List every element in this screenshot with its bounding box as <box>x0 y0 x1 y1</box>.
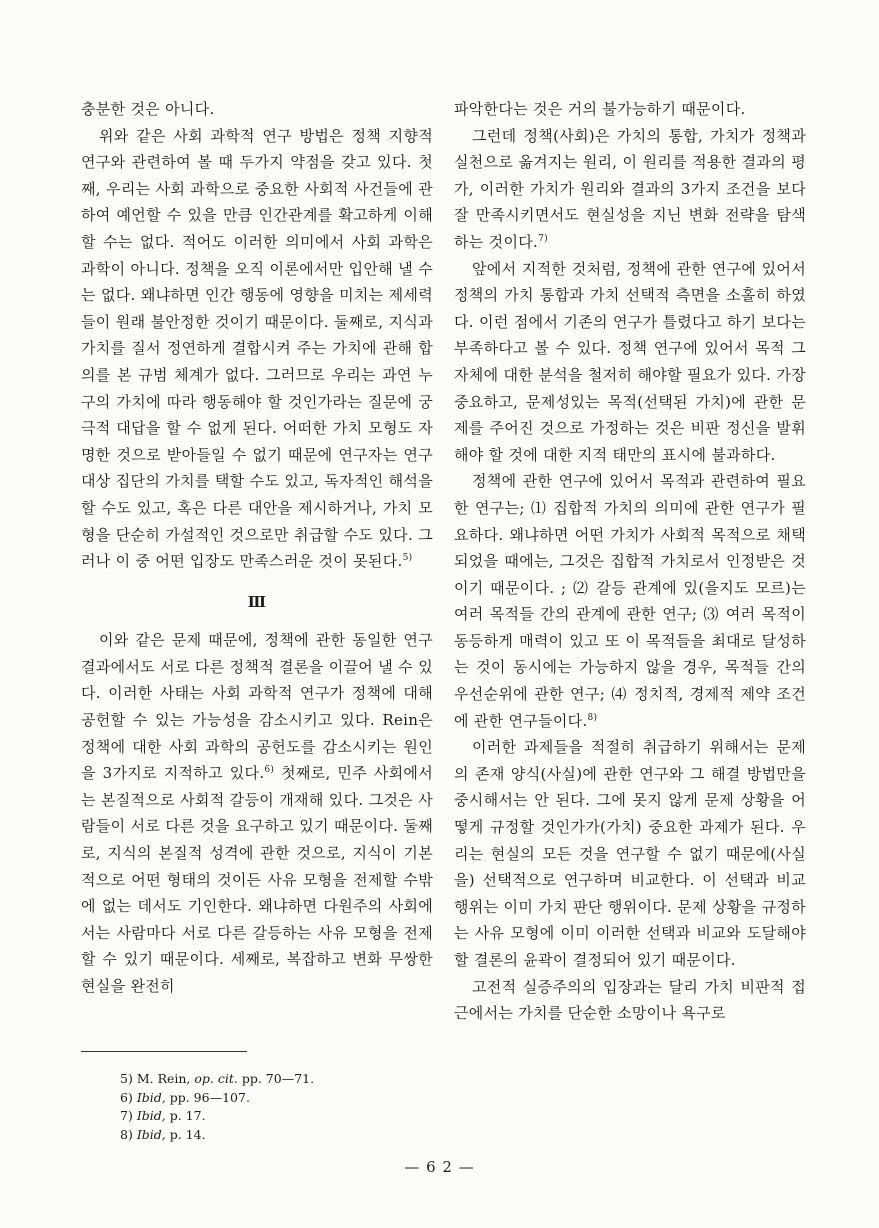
footnote <box>120 1070 520 1089</box>
right-column <box>454 96 806 1027</box>
footnote-number: 8) <box>120 1126 133 1142</box>
paragraph <box>81 123 433 575</box>
page-number: — 6 2 — <box>404 1158 475 1176</box>
footnote-pages: p. 17. <box>169 1108 206 1124</box>
paragraph <box>454 256 806 469</box>
footnote-ref: 5) <box>402 553 413 564</box>
left-column <box>81 96 433 1000</box>
paragraph-text: 앞에서 지적한 것처럼, 정책에 관한 연구에 있어서 정책의 가치 통합과 가치 선택적 측면을 소홀히 하였다. 이런 점에서 기존의 연구가 틀렸다고 하기 보다는 부족하다고 볼 수 있다. 정책 연구에 있어서 목적 그 자체에 대한 분석을 철저히 해야할 필요가 있다. 가장 중요하고, 문제성있는 목적(선택된 가치)에 관한 문제를 주어진 것으로 가정하는 것은 비판 정신을 발휘해야 할 것에 대한 지적 태만의 표시에 불과하다. <box>454 259 806 464</box>
paragraph-text: 그런데 정책(사회)은 가치의 통합, 가치가 정책과 실천으로 옮겨지는 원리, 이 원리를 적용한 결과의 평가, 이러한 가치가 원리와 결과의 3가지 조건을 보다 잘 만족시키면서도 현실성을 지닌 변화 전략을 탐색하는 것이다. <box>454 126 806 251</box>
section-heading: Ⅲ <box>247 592 267 611</box>
paragraph <box>81 96 433 123</box>
paragraph <box>454 468 806 734</box>
footnote-pages: pp. 96—107. <box>169 1089 250 1105</box>
footnote-pages: p. 14. <box>169 1126 206 1142</box>
paragraph-text: 정책에 관한 연구에 있어서 목적과 관련하여 필요한 연구는; ⑴ 집합적 가치의 의미에 관한 연구가 필요하다. 왜냐하면 어떤 가치가 사회적 목적으로 채택되었을 때에는, 그것은 집합적 가치로서 인정받은 것이기 때문이다. ; ⑵ 갈등 관계에 있(을지도 모르)는 여러 목적들 간의 관계에 관한 연구; ⑶ 여러 목적이 동등하게 매력이 있고 또 이 목적들을 최대로 달성하는 것이 동시에는 가능하지 않을 경우, 목적들 간의 우선순위에 관한 연구; ⑷ 정치적, 경제적 제약 조건에 관한 연구들이다. <box>454 472 806 730</box>
footnote-ref: 7) <box>538 233 548 244</box>
footnote <box>120 1107 520 1126</box>
paragraph <box>454 974 806 1027</box>
footnote-reference: op. cit. <box>194 1071 238 1086</box>
paragraph-text: 충분한 것은 아니다. <box>81 100 215 118</box>
footnote-ref: 8) <box>587 712 598 723</box>
footnote-reference: Ibid, <box>136 1126 166 1142</box>
paragraph <box>454 734 806 973</box>
footnote <box>120 1089 520 1108</box>
paragraph-text: 위와 같은 사회 과학적 연구 방법은 정책 지향적 연구와 관련하여 볼 때 두가지 약점을 갖고 있다. 첫째, 우리는 사회 과학으로 중요한 사회적 사건들에 관하여 예언할 수 있을 만큼 인간관계를 확고하게 이해할 수는 없다. 적어도 이러한 의미에서 사회 과학은 과학이 아니다. 정책을 오직 이론에서만 입안해 낼 수는 없다. 왜냐하면 인간 행동에 영향을 미치는 제세력들이 원래 불안정한 것이기 때문이다. 둘째로, 지식과 가치를 질서 정연하게 결합시켜 주는 가치에 관해 합의를 본 규범 체계가 없다. 그러므로 우리는 과연 누구의 가치에 따라 행동해야 할 것인가라는 질문에 궁극적 대답을 할 수 없게 된다. 어떠한 가치 모형도 자명한 것으로 받아들일 수 없기 때문에 연구자는 연구 대상 집단의 가치를 택할 수도 있고, 독자적인 해석을 할 수도 있고, 혹은 다른 대안을 제시하거나, 가치 모형을 단순히 가설적인 것으로만 취급할 수도 있다. 그러나 이 중 어떤 입장도 만족스러운 것이 못된다. <box>81 126 433 571</box>
footnote-number: 7) <box>120 1108 133 1124</box>
paragraph-text: 파악한다는 것은 거의 불가능하기 때문이다. <box>454 100 746 118</box>
footnote-number: 6) <box>120 1089 133 1105</box>
paragraph <box>454 96 806 123</box>
paragraph <box>81 627 433 999</box>
paragraph-text: 이와 같은 문제 때문에, 정책에 관한 동일한 연구 결과에서도 서로 다른 정책적 결론을 이끌어 낼 수 있다. 이러한 사태는 사회 과학적 연구가 정책에 대해 공헌할 수 있는 가능성을 감소시키고 있다. Rein은 정책에 대한 사회 과학의 공헌도를 감소시키는 원인을 3가지로 지적하고 있다. <box>81 631 433 783</box>
paragraph <box>454 123 806 256</box>
footnote <box>120 1126 520 1145</box>
paragraph-text: 고전적 실증주의의 입장과는 달리 가치 비판적 접근에서는 가치를 단순한 소망이나 욕구로 <box>454 977 806 1023</box>
footnote-reference: Ibid, <box>136 1108 166 1124</box>
paragraph-text: 첫째로, 민주 사회에서는 본질적으로 사회적 갈등이 개재해 있다. 그것은 사람들이 서로 다른 것을 요구하고 있기 때문이다. 둘째로, 지식의 본질적 성격에 관한 것으로, 지식이 기본적으로 어떤 형태의 것이든 사유 모형을 전제할 수밖에 없는 데서도 기인한다. 왜냐하면 다원주의 사회에서는 사람마다 서로 다른 갈등하는 사유 모형을 전제할 수 있기 때문이다. 세째로, 복잡하고 변화 무쌍한 현실을 완전히 <box>81 764 433 995</box>
footnote-reference: Ibid, <box>136 1089 166 1105</box>
footnote-divider <box>81 1051 247 1052</box>
footnotes <box>120 1070 520 1144</box>
paragraph-text: 이러한 과제들을 적절히 취급하기 위해서는 문제의 존재 양식(사실)에 관한 연구와 그 해결 방법만을 중시해서는 안 된다. 그에 못지 않게 문제 상황을 어떻게 규정할 것인가가(가치) 중요한 과제가 된다. 우리는 현실의 모든 것을 연구할 수 없기 때문에(사실을) 선택적으로 연구하며 비교한다. 이 선택과 비교 행위는 이미 가치 판단 행위이다. 문제 상황을 규정하는 사유 모형에 이미 이러한 선택과 비교와 도달해야 할 결론의 윤곽이 결정되어 있기 때문이다. <box>454 738 806 969</box>
footnote-pages: pp. 70—71. <box>241 1071 315 1086</box>
footnote-ref: 6) <box>264 765 275 776</box>
footnote-author: M. Rein, <box>136 1071 191 1086</box>
footnote-number: 5) <box>120 1071 133 1086</box>
